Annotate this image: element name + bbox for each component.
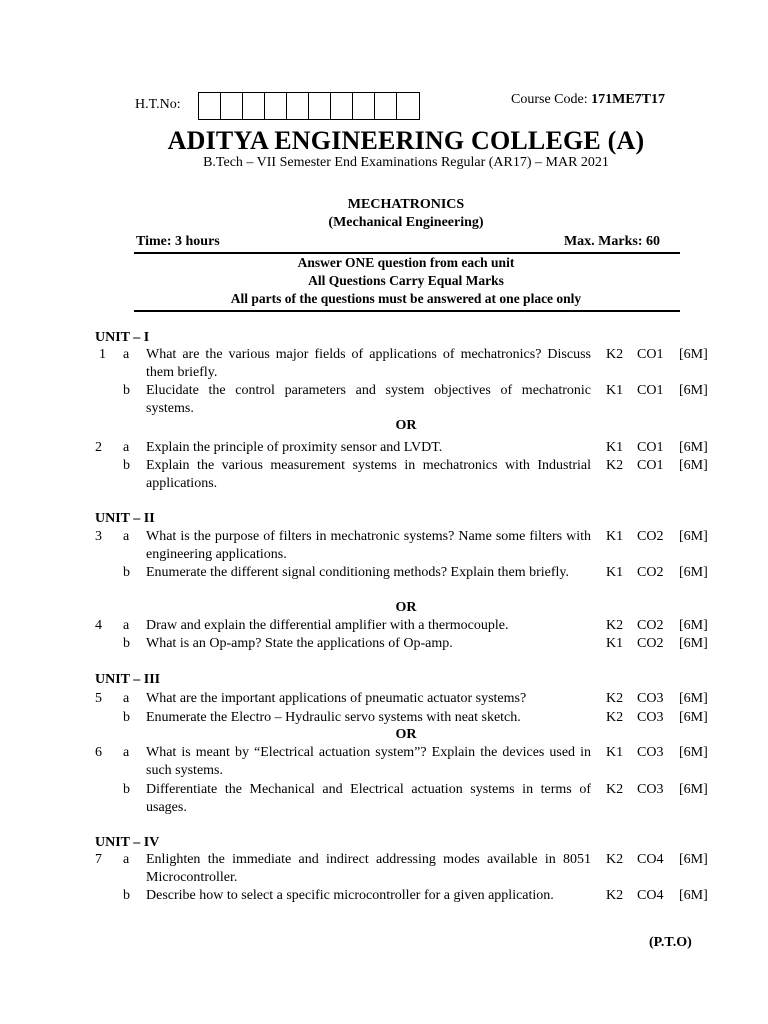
course-outcome: CO4 [637, 888, 664, 903]
htno-box[interactable] [243, 93, 265, 119]
marks: [6M] [679, 852, 708, 867]
instruction-3: All parts of the questions must be answered at one place only [230, 291, 582, 306]
marks: [6M] [679, 691, 708, 706]
question-part: b [123, 383, 130, 398]
marks: [6M] [679, 383, 708, 398]
or-separator: OR [395, 600, 417, 615]
instruction-2: All Questions Carry Equal Marks [308, 273, 504, 288]
htno-box[interactable] [199, 93, 221, 119]
question-number: 3 [95, 529, 102, 544]
knowledge-level: K1 [606, 636, 624, 651]
knowledge-level: K2 [606, 852, 624, 867]
question-part: b [123, 458, 130, 473]
knowledge-level: K2 [606, 618, 624, 633]
college-name: ADITYA ENGINEERING COLLEGE (A) [167, 126, 645, 155]
marks: [6M] [679, 458, 708, 473]
question-part: a [123, 691, 130, 706]
knowledge-level: K1 [606, 565, 624, 580]
question-number: 6 [95, 745, 102, 760]
marks: [6M] [679, 440, 708, 455]
knowledge-level: K2 [606, 710, 624, 725]
htno-box[interactable] [287, 93, 309, 119]
or-separator: OR [395, 418, 417, 433]
question-text: What is the purpose of filters in mechatronic systems? Name some filters with engineering applications. [146, 529, 591, 562]
question-text: Draw and explain the differential amplifier with a thermocouple. [146, 618, 509, 633]
course-outcome: CO2 [637, 636, 664, 651]
unit-heading: UNIT – IV [95, 835, 160, 850]
htno-box[interactable] [265, 93, 287, 119]
course-outcome: CO3 [637, 782, 664, 797]
question-text: Describe how to select a specific microcontroller for a given application. [146, 888, 554, 903]
course-code-value: 171ME7T17 [591, 92, 665, 107]
exam-time: Time: 3 hours [136, 234, 220, 249]
question-part: a [123, 529, 130, 544]
marks: [6M] [679, 347, 708, 362]
course-outcome: CO1 [637, 383, 664, 398]
course-code [511, 92, 665, 108]
knowledge-level: K1 [606, 529, 624, 544]
question-text: Enumerate the different signal conditioning methods? Explain them briefly. [146, 565, 569, 580]
question-text: Explain the various measurement systems in mechatronics with Industrial applications. [146, 458, 591, 491]
course-outcome: CO1 [637, 347, 664, 362]
question-part: a [123, 745, 130, 760]
question-part: a [123, 347, 130, 362]
question-text: Differentiate the Mechanical and Electrical actuation systems in terms of usages. [146, 782, 591, 815]
knowledge-level: K2 [606, 888, 624, 903]
knowledge-level: K1 [606, 440, 624, 455]
question-text: What are the various major fields of applications of mechatronics? Discuss them briefly. [146, 347, 591, 380]
course-outcome: CO1 [637, 458, 664, 473]
branch-title: (Mechanical Engineering) [328, 215, 484, 230]
question-part: a [123, 852, 130, 867]
course-outcome: CO3 [637, 691, 664, 706]
marks: [6M] [679, 529, 708, 544]
max-marks: Max. Marks: 60 [563, 234, 660, 249]
question-text: Enumerate the Electro – Hydraulic servo systems with neat sketch. [146, 710, 521, 725]
course-outcome: CO4 [637, 852, 664, 867]
htno-box[interactable] [375, 93, 397, 119]
unit-heading: UNIT – II [95, 511, 155, 526]
knowledge-level: K2 [606, 691, 624, 706]
knowledge-level: K1 [606, 745, 624, 760]
course-outcome: CO2 [637, 565, 664, 580]
question-text: Explain the principle of proximity sensor and LVDT. [146, 440, 443, 455]
question-part: b [123, 565, 130, 580]
subject-title: MECHATRONICS [347, 197, 465, 212]
unit-heading: UNIT – III [95, 672, 161, 687]
question-number: 5 [95, 691, 102, 706]
question-part: a [123, 440, 130, 455]
knowledge-level: K1 [606, 383, 624, 398]
htno-label: H.T.No: [135, 97, 181, 112]
htno-box[interactable] [309, 93, 331, 119]
question-part: b [123, 888, 130, 903]
question-number: 4 [95, 618, 102, 633]
htno-box[interactable] [331, 93, 353, 119]
or-separator: OR [395, 727, 417, 742]
question-part: b [123, 636, 130, 651]
marks: [6M] [679, 710, 708, 725]
divider [134, 310, 680, 312]
unit-heading: UNIT – I [95, 330, 150, 345]
question-text: Elucidate the control parameters and system objectives of mechatronic systems. [146, 383, 591, 416]
divider [134, 252, 680, 254]
marks: [6M] [679, 888, 708, 903]
course-outcome: CO2 [637, 529, 664, 544]
question-number: 2 [95, 440, 102, 455]
marks: [6M] [679, 636, 708, 651]
marks: [6M] [679, 565, 708, 580]
course-outcome: CO3 [637, 710, 664, 725]
marks: [6M] [679, 782, 708, 797]
question-text: Enlighten the immediate and indirect addressing modes available in 8051 Microcontroller. [146, 852, 591, 885]
course-outcome: CO2 [637, 618, 664, 633]
question-text: What is an Op-amp? State the applications of Op-amp. [146, 636, 453, 651]
question-part: b [123, 710, 130, 725]
question-number: 7 [95, 852, 102, 867]
question-text: What is meant by “Electrical actuation system”? Explain the devices used in such systems. [146, 745, 591, 778]
page-turn-over: (P.T.O) [649, 935, 692, 950]
question-number: 1 [99, 347, 106, 362]
question-text: What are the important applications of pneumatic actuator systems? [146, 691, 527, 706]
marks: [6M] [679, 618, 708, 633]
knowledge-level: K2 [606, 458, 624, 473]
knowledge-level: K2 [606, 347, 624, 362]
htno-box[interactable] [397, 93, 419, 119]
htno-boxes [198, 92, 420, 120]
course-outcome: CO1 [637, 440, 664, 455]
course-code-label: Course Code: [511, 92, 588, 107]
marks: [6M] [679, 745, 708, 760]
question-part: b [123, 782, 130, 797]
knowledge-level: K2 [606, 782, 624, 797]
exam-title: B.Tech – VII Semester End Examinations Regular (AR17) – MAR 2021 [203, 155, 609, 170]
question-part: a [123, 618, 130, 633]
course-outcome: CO3 [637, 745, 664, 760]
htno-box[interactable] [353, 93, 375, 119]
htno-box[interactable] [221, 93, 243, 119]
instruction-1: Answer ONE question from each unit [297, 255, 515, 270]
